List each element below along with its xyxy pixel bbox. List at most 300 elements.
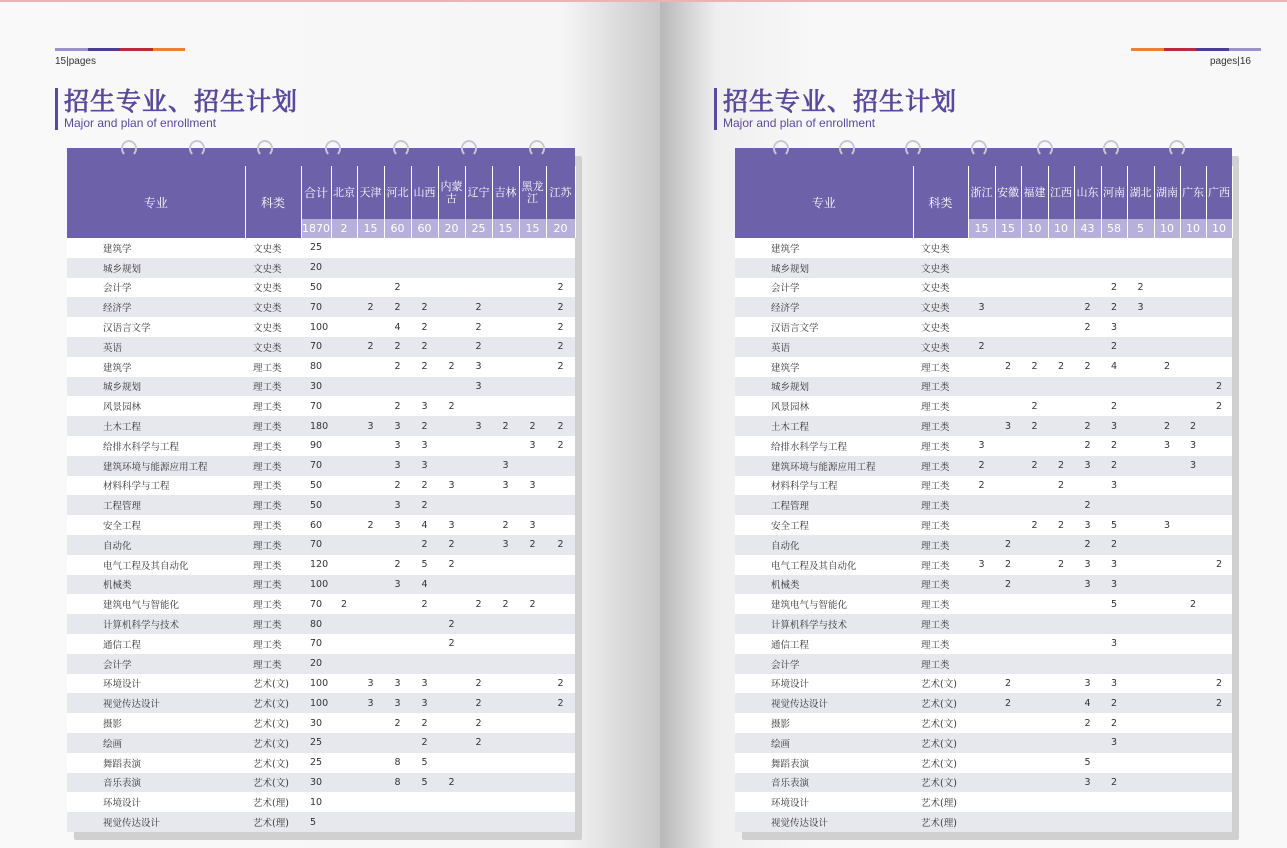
category-cell: 文史类 bbox=[245, 278, 301, 298]
quota-cell: 3 bbox=[1101, 555, 1127, 575]
quota-cell bbox=[968, 515, 995, 535]
row-total-cell: 180 bbox=[301, 416, 331, 436]
total-cell: 10 bbox=[1021, 219, 1048, 238]
quota-cell: 3 bbox=[968, 555, 995, 575]
quota-cell bbox=[384, 733, 411, 753]
quota-cell bbox=[1127, 436, 1154, 456]
quota-cell bbox=[1127, 515, 1154, 535]
quota-cell: 3 bbox=[384, 515, 411, 535]
table-row bbox=[735, 476, 1232, 496]
header-province: 浙江 bbox=[968, 166, 995, 219]
quota-cell bbox=[438, 654, 465, 674]
quota-cell: 3 bbox=[1180, 456, 1206, 476]
quota-cell bbox=[519, 297, 546, 317]
quota-cell bbox=[384, 238, 411, 258]
quota-cell bbox=[995, 278, 1021, 298]
major-cell: 摄影 bbox=[67, 713, 245, 733]
plan-table bbox=[67, 166, 576, 832]
total-cell: 2 bbox=[331, 219, 357, 238]
quota-cell: 5 bbox=[1101, 515, 1127, 535]
quota-cell bbox=[492, 317, 519, 337]
table-row bbox=[67, 634, 575, 654]
total-cell: 15 bbox=[519, 219, 546, 238]
quota-cell bbox=[1127, 614, 1154, 634]
category-cell: 理工类 bbox=[913, 456, 968, 476]
row-total-cell: 25 bbox=[301, 238, 331, 258]
quota-cell: 2 bbox=[968, 456, 995, 476]
category-cell: 艺术(理) bbox=[913, 812, 968, 832]
major-cell: 建筑电气与智能化 bbox=[735, 594, 913, 614]
quota-cell: 2 bbox=[1048, 555, 1074, 575]
quota-cell bbox=[1021, 436, 1048, 456]
major-cell: 视觉传达设计 bbox=[735, 812, 913, 832]
quota-cell bbox=[1048, 495, 1074, 515]
quota-cell: 2 bbox=[1101, 456, 1127, 476]
binder-strip bbox=[735, 148, 1232, 166]
quota-cell bbox=[546, 258, 575, 278]
quota-cell: 2 bbox=[411, 297, 438, 317]
quota-cell bbox=[331, 713, 357, 733]
major-cell: 视觉传达设计 bbox=[67, 693, 245, 713]
title-chinese: 招生专业、招生计划 bbox=[723, 87, 958, 116]
quota-cell: 2 bbox=[1206, 377, 1232, 397]
quota-cell bbox=[1074, 278, 1101, 298]
quota-cell bbox=[1101, 258, 1127, 278]
major-cell: 计算机科学与技术 bbox=[735, 614, 913, 634]
total-cell: 15 bbox=[995, 219, 1021, 238]
quota-cell bbox=[384, 654, 411, 674]
total-cell: 15 bbox=[492, 219, 519, 238]
quota-cell bbox=[357, 733, 384, 753]
quota-cell bbox=[492, 396, 519, 416]
quota-cell: 2 bbox=[384, 555, 411, 575]
table-row bbox=[735, 495, 1232, 515]
row-total-cell: 20 bbox=[301, 654, 331, 674]
quota-cell bbox=[1074, 614, 1101, 634]
binder-ring-icon bbox=[461, 140, 477, 157]
quota-cell bbox=[492, 812, 519, 832]
quota-cell bbox=[357, 357, 384, 377]
quota-cell bbox=[331, 773, 357, 793]
quota-cell bbox=[357, 535, 384, 555]
quota-cell bbox=[519, 278, 546, 298]
table-row bbox=[67, 693, 575, 713]
category-cell: 艺术(文) bbox=[913, 674, 968, 694]
quota-cell bbox=[968, 278, 995, 298]
category-cell: 艺术(理) bbox=[245, 792, 301, 812]
quota-cell bbox=[1206, 812, 1232, 832]
quota-cell bbox=[357, 594, 384, 614]
quota-cell: 2 bbox=[546, 674, 575, 694]
quota-cell: 2 bbox=[519, 594, 546, 614]
quota-cell bbox=[1074, 594, 1101, 614]
quota-cell: 2 bbox=[995, 693, 1021, 713]
table-row bbox=[735, 436, 1232, 456]
category-cell: 理工类 bbox=[913, 515, 968, 535]
quota-cell bbox=[384, 614, 411, 634]
category-cell: 理工类 bbox=[245, 654, 301, 674]
category-cell: 艺术(文) bbox=[245, 773, 301, 793]
quota-cell bbox=[331, 396, 357, 416]
category-cell: 理工类 bbox=[245, 495, 301, 515]
quota-cell bbox=[1127, 555, 1154, 575]
quota-cell: 3 bbox=[1101, 317, 1127, 337]
binder-ring-icon bbox=[1103, 140, 1119, 157]
quota-cell bbox=[1074, 337, 1101, 357]
quota-cell bbox=[546, 515, 575, 535]
quota-cell bbox=[1154, 634, 1180, 654]
quota-cell bbox=[1048, 278, 1074, 298]
table-row bbox=[735, 733, 1232, 753]
quota-cell bbox=[519, 733, 546, 753]
table-row bbox=[67, 436, 575, 456]
quota-cell: 2 bbox=[546, 436, 575, 456]
header-province: 天津 bbox=[357, 166, 384, 219]
quota-cell: 2 bbox=[995, 357, 1021, 377]
quota-cell bbox=[465, 476, 492, 496]
quota-cell bbox=[1048, 396, 1074, 416]
quota-cell: 2 bbox=[1074, 535, 1101, 555]
quota-cell: 3 bbox=[1101, 575, 1127, 595]
quota-cell: 2 bbox=[438, 555, 465, 575]
quota-cell bbox=[1154, 495, 1180, 515]
quota-cell bbox=[1154, 812, 1180, 832]
quota-cell bbox=[1180, 713, 1206, 733]
quota-cell: 2 bbox=[331, 594, 357, 614]
quota-cell bbox=[968, 792, 995, 812]
quota-cell bbox=[519, 396, 546, 416]
quota-cell bbox=[384, 594, 411, 614]
major-cell: 建筑学 bbox=[735, 357, 913, 377]
quota-cell bbox=[1048, 337, 1074, 357]
quota-cell bbox=[1127, 258, 1154, 278]
category-cell: 文史类 bbox=[913, 337, 968, 357]
quota-cell bbox=[1154, 713, 1180, 733]
quota-cell bbox=[1180, 297, 1206, 317]
total-cell: 60 bbox=[411, 219, 438, 238]
major-cell: 环境设计 bbox=[67, 674, 245, 694]
category-cell: 文史类 bbox=[245, 258, 301, 278]
header-province: 山西 bbox=[411, 166, 438, 219]
quota-cell bbox=[411, 258, 438, 278]
binder-ring-icon bbox=[1169, 140, 1185, 157]
table-row bbox=[735, 614, 1232, 634]
header-province: 吉林 bbox=[492, 166, 519, 219]
quota-cell: 2 bbox=[357, 297, 384, 317]
header-province: 江西 bbox=[1048, 166, 1074, 219]
category-cell: 理工类 bbox=[245, 614, 301, 634]
category-cell: 艺术(文) bbox=[245, 753, 301, 773]
quota-cell bbox=[1074, 258, 1101, 278]
quota-cell: 3 bbox=[968, 297, 995, 317]
quota-cell: 2 bbox=[438, 614, 465, 634]
quota-cell bbox=[1048, 535, 1074, 555]
quota-cell: 2 bbox=[1127, 278, 1154, 298]
header-province: 湖北 bbox=[1127, 166, 1154, 219]
quota-cell bbox=[411, 812, 438, 832]
quota-cell bbox=[1180, 575, 1206, 595]
quota-cell bbox=[1048, 713, 1074, 733]
major-cell: 自动化 bbox=[735, 535, 913, 555]
header-row bbox=[67, 166, 575, 219]
quota-cell bbox=[465, 773, 492, 793]
total-cell: 10 bbox=[1180, 219, 1206, 238]
quota-cell: 2 bbox=[1074, 297, 1101, 317]
quota-cell bbox=[1180, 733, 1206, 753]
quota-cell: 3 bbox=[411, 674, 438, 694]
quota-cell bbox=[492, 436, 519, 456]
table-row bbox=[735, 594, 1232, 614]
quota-cell bbox=[1048, 693, 1074, 713]
quota-cell: 2 bbox=[465, 693, 492, 713]
major-cell: 安全工程 bbox=[67, 515, 245, 535]
quota-cell bbox=[1206, 792, 1232, 812]
quota-cell bbox=[331, 495, 357, 515]
category-cell: 艺术(文) bbox=[913, 733, 968, 753]
total-cell: 15 bbox=[968, 219, 995, 238]
quota-cell bbox=[1021, 575, 1048, 595]
quota-cell bbox=[357, 278, 384, 298]
category-cell: 理工类 bbox=[913, 357, 968, 377]
quota-cell bbox=[1127, 476, 1154, 496]
header-total: 合计 bbox=[301, 166, 331, 219]
quota-cell bbox=[331, 377, 357, 397]
quota-cell bbox=[1021, 594, 1048, 614]
quota-cell bbox=[546, 713, 575, 733]
quota-cell bbox=[995, 396, 1021, 416]
table-row bbox=[67, 238, 575, 258]
page-number: pages|16 bbox=[1210, 56, 1251, 67]
quota-cell bbox=[438, 436, 465, 456]
category-cell: 理工类 bbox=[245, 377, 301, 397]
major-cell: 会计学 bbox=[735, 654, 913, 674]
quota-cell: 3 bbox=[438, 476, 465, 496]
quota-cell bbox=[546, 634, 575, 654]
quota-cell bbox=[1180, 278, 1206, 298]
quota-cell bbox=[465, 575, 492, 595]
quota-cell bbox=[1021, 317, 1048, 337]
quota-cell bbox=[384, 792, 411, 812]
major-cell: 摄影 bbox=[735, 713, 913, 733]
row-total-cell: 100 bbox=[301, 674, 331, 694]
quota-cell: 2 bbox=[465, 297, 492, 317]
quota-cell bbox=[995, 317, 1021, 337]
quota-cell bbox=[968, 733, 995, 753]
quota-cell bbox=[331, 555, 357, 575]
quota-cell bbox=[357, 773, 384, 793]
quota-cell bbox=[1206, 594, 1232, 614]
quota-cell: 2 bbox=[1074, 495, 1101, 515]
quota-cell bbox=[1206, 297, 1232, 317]
row-total-cell: 70 bbox=[301, 337, 331, 357]
quota-cell bbox=[411, 278, 438, 298]
quota-cell bbox=[1180, 614, 1206, 634]
quota-cell bbox=[331, 278, 357, 298]
category-cell: 文史类 bbox=[913, 238, 968, 258]
quota-cell: 8 bbox=[384, 753, 411, 773]
quota-cell bbox=[357, 555, 384, 575]
quota-cell: 3 bbox=[1101, 733, 1127, 753]
quota-cell bbox=[1127, 575, 1154, 595]
quota-cell: 2 bbox=[519, 416, 546, 436]
major-cell: 土木工程 bbox=[67, 416, 245, 436]
quota-cell: 2 bbox=[1048, 515, 1074, 535]
total-cell: 15 bbox=[357, 219, 384, 238]
quota-cell bbox=[384, 535, 411, 555]
quota-cell bbox=[968, 495, 995, 515]
quota-cell bbox=[995, 515, 1021, 535]
quota-cell bbox=[1127, 377, 1154, 397]
table-row bbox=[67, 535, 575, 555]
quota-cell bbox=[492, 258, 519, 278]
quota-cell bbox=[995, 594, 1021, 614]
quota-cell bbox=[357, 396, 384, 416]
quota-cell: 2 bbox=[1206, 674, 1232, 694]
quota-cell bbox=[1206, 476, 1232, 496]
table-row bbox=[67, 396, 575, 416]
header-province: 辽宁 bbox=[465, 166, 492, 219]
quota-cell: 2 bbox=[1180, 416, 1206, 436]
table-row bbox=[67, 713, 575, 733]
quota-cell bbox=[1127, 456, 1154, 476]
quota-cell: 3 bbox=[492, 476, 519, 496]
major-cell: 给排水科学与工程 bbox=[735, 436, 913, 456]
quota-cell bbox=[546, 654, 575, 674]
major-cell: 经济学 bbox=[735, 297, 913, 317]
quota-cell bbox=[995, 238, 1021, 258]
quota-cell: 3 bbox=[1074, 575, 1101, 595]
total-cell: 1870 bbox=[301, 219, 331, 238]
quota-cell bbox=[1154, 456, 1180, 476]
quota-cell bbox=[1021, 495, 1048, 515]
quota-cell bbox=[438, 377, 465, 397]
quota-cell bbox=[492, 377, 519, 397]
category-cell: 理工类 bbox=[913, 436, 968, 456]
quota-cell bbox=[1154, 674, 1180, 694]
category-cell: 理工类 bbox=[245, 535, 301, 555]
quota-cell: 2 bbox=[438, 773, 465, 793]
quota-cell bbox=[1074, 792, 1101, 812]
quota-cell: 3 bbox=[1154, 436, 1180, 456]
row-total-cell: 70 bbox=[301, 297, 331, 317]
quota-cell: 2 bbox=[1048, 476, 1074, 496]
quota-cell bbox=[438, 258, 465, 278]
quota-cell bbox=[1021, 555, 1048, 575]
quota-cell: 2 bbox=[1074, 416, 1101, 436]
quota-cell bbox=[1180, 753, 1206, 773]
quota-cell bbox=[465, 238, 492, 258]
quota-cell bbox=[1101, 812, 1127, 832]
header-category: 科类 bbox=[245, 166, 301, 238]
quota-cell bbox=[968, 713, 995, 733]
quota-cell bbox=[331, 535, 357, 555]
plan-table bbox=[735, 166, 1233, 832]
row-total-cell: 25 bbox=[301, 753, 331, 773]
major-cell: 环境设计 bbox=[735, 792, 913, 812]
row-total-cell: 70 bbox=[301, 456, 331, 476]
quota-cell bbox=[1180, 396, 1206, 416]
quota-cell: 2 bbox=[546, 337, 575, 357]
quota-cell bbox=[1048, 297, 1074, 317]
quota-cell bbox=[1048, 575, 1074, 595]
quota-cell: 2 bbox=[438, 634, 465, 654]
quota-cell: 2 bbox=[384, 337, 411, 357]
quota-cell bbox=[357, 258, 384, 278]
category-cell: 理工类 bbox=[245, 357, 301, 377]
header-province: 河南 bbox=[1101, 166, 1127, 219]
quota-cell bbox=[1154, 614, 1180, 634]
quota-cell bbox=[331, 634, 357, 654]
quota-cell bbox=[519, 555, 546, 575]
quota-cell: 2 bbox=[1101, 693, 1127, 713]
binder-ring-icon bbox=[905, 140, 921, 157]
quota-cell bbox=[492, 733, 519, 753]
quota-cell bbox=[331, 614, 357, 634]
title-english: Major and plan of enrollment bbox=[64, 116, 217, 130]
category-cell: 文史类 bbox=[245, 297, 301, 317]
quota-cell bbox=[995, 773, 1021, 793]
quota-cell: 4 bbox=[1101, 357, 1127, 377]
quota-cell bbox=[1154, 278, 1180, 298]
major-cell: 工程管理 bbox=[67, 495, 245, 515]
quota-cell bbox=[492, 634, 519, 654]
category-cell: 理工类 bbox=[245, 634, 301, 654]
right-page bbox=[660, 0, 1287, 848]
quota-cell bbox=[1206, 515, 1232, 535]
quota-cell bbox=[1021, 278, 1048, 298]
row-total-cell: 50 bbox=[301, 476, 331, 496]
table-row bbox=[67, 753, 575, 773]
quota-cell: 2 bbox=[465, 317, 492, 337]
row-total-cell: 80 bbox=[301, 614, 331, 634]
header-province: 山东 bbox=[1074, 166, 1101, 219]
major-cell: 通信工程 bbox=[735, 634, 913, 654]
quota-cell bbox=[357, 495, 384, 515]
quota-cell bbox=[1048, 773, 1074, 793]
quota-cell bbox=[1127, 357, 1154, 377]
quota-cell bbox=[1021, 812, 1048, 832]
quota-cell bbox=[492, 674, 519, 694]
header-province: 福建 bbox=[1021, 166, 1048, 219]
quota-cell bbox=[1021, 634, 1048, 654]
major-cell: 安全工程 bbox=[735, 515, 913, 535]
quota-cell bbox=[465, 555, 492, 575]
quota-cell bbox=[1206, 238, 1232, 258]
quota-cell: 3 bbox=[995, 416, 1021, 436]
quota-cell bbox=[1074, 396, 1101, 416]
quota-cell: 2 bbox=[384, 476, 411, 496]
quota-cell bbox=[1154, 337, 1180, 357]
quota-cell bbox=[968, 634, 995, 654]
quota-cell bbox=[519, 792, 546, 812]
quota-cell bbox=[1101, 495, 1127, 515]
quota-cell bbox=[519, 357, 546, 377]
table-row bbox=[735, 317, 1232, 337]
quota-cell: 2 bbox=[1074, 357, 1101, 377]
quota-cell bbox=[1180, 238, 1206, 258]
quota-cell bbox=[1127, 713, 1154, 733]
category-cell: 理工类 bbox=[913, 495, 968, 515]
quota-cell bbox=[1154, 396, 1180, 416]
category-cell: 理工类 bbox=[245, 436, 301, 456]
row-total-cell: 20 bbox=[301, 258, 331, 278]
quota-cell: 3 bbox=[411, 456, 438, 476]
total-cell: 60 bbox=[384, 219, 411, 238]
total-cell: 10 bbox=[1154, 219, 1180, 238]
quota-cell: 2 bbox=[384, 396, 411, 416]
header-row bbox=[735, 166, 1232, 219]
quota-cell: 4 bbox=[384, 317, 411, 337]
